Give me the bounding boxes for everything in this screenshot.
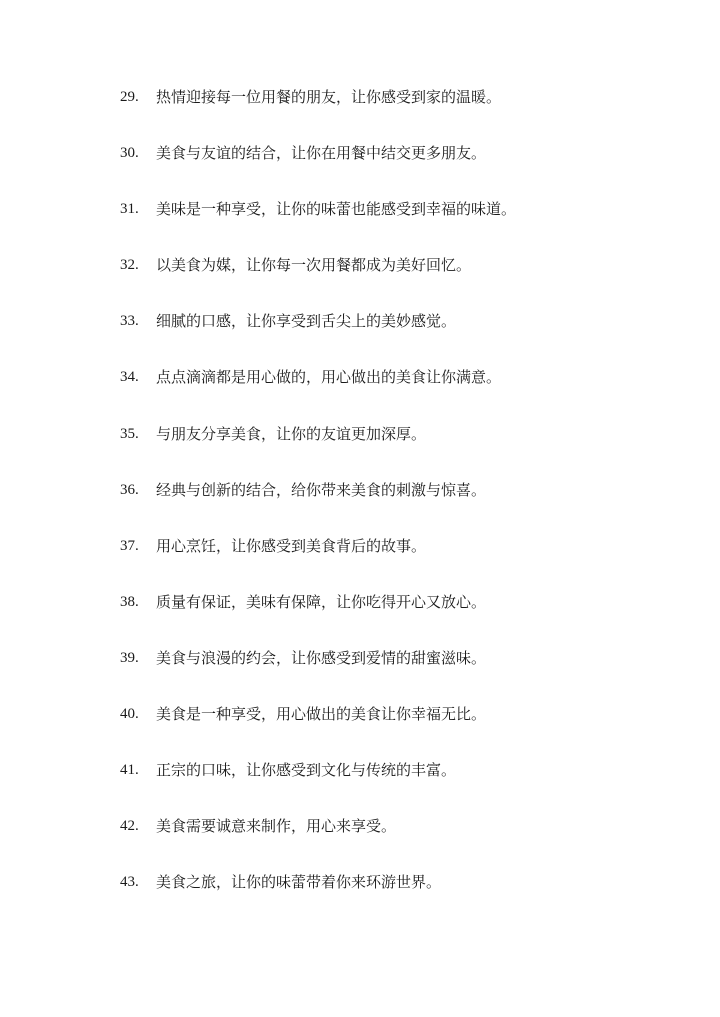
item-text: 美食与浪漫的约会，让你感受到爱情的甜蜜滋味。 bbox=[156, 648, 487, 667]
item-text: 美食之旅，让你的味蕾带着你来环游世界。 bbox=[156, 873, 442, 892]
item-text: 质量有保证，美味有保障，让你吃得开心又放心。 bbox=[156, 592, 487, 611]
list-item bbox=[120, 86, 680, 142]
list-item bbox=[120, 647, 680, 703]
list-item bbox=[120, 703, 680, 759]
item-number: 32. bbox=[120, 257, 139, 274]
item-text: 正宗的口味，让你感受到文化与传统的丰富。 bbox=[156, 761, 457, 780]
item-text: 美食与友谊的结合，让你在用餐中结交更多朋友。 bbox=[156, 144, 487, 163]
item-text: 与朋友分享美食，让你的友谊更加深厚。 bbox=[156, 424, 427, 443]
item-text: 经典与创新的结合，给你带来美食的刺激与惊喜。 bbox=[156, 480, 487, 499]
item-number: 30. bbox=[120, 145, 139, 162]
item-text: 美味是一种享受，让你的味蕾也能感受到幸福的味道。 bbox=[156, 200, 517, 219]
list-item bbox=[120, 479, 680, 535]
item-text: 细腻的口感，让你享受到舌尖上的美妙感觉。 bbox=[156, 312, 457, 331]
item-number: 36. bbox=[120, 481, 139, 498]
item-text: 点点滴滴都是用心做的，用心做出的美食让你满意。 bbox=[156, 368, 502, 387]
list-item bbox=[120, 815, 680, 871]
list-item bbox=[120, 591, 680, 647]
list-item bbox=[120, 535, 680, 591]
item-number: 39. bbox=[120, 649, 139, 666]
item-number: 35. bbox=[120, 425, 139, 442]
list-item bbox=[120, 142, 680, 198]
item-number: 29. bbox=[120, 89, 139, 105]
item-number: 33. bbox=[120, 313, 139, 330]
item-text: 用心烹饪，让你感受到美食背后的故事。 bbox=[156, 536, 427, 555]
item-number: 38. bbox=[120, 593, 139, 610]
item-text: 以美食为媒，让你每一次用餐都成为美好回忆。 bbox=[156, 256, 472, 275]
item-number: 43. bbox=[120, 874, 139, 891]
item-text: 美食是一种享受，用心做出的美食让你幸福无比。 bbox=[156, 705, 487, 724]
list-item bbox=[120, 423, 680, 479]
item-number: 42. bbox=[120, 818, 139, 835]
item-number: 37. bbox=[120, 537, 139, 554]
list-item bbox=[120, 871, 680, 927]
item-number: 40. bbox=[120, 706, 139, 723]
list-item bbox=[120, 198, 680, 254]
item-number: 31. bbox=[120, 201, 139, 218]
list-item bbox=[120, 366, 680, 422]
list-item bbox=[120, 310, 680, 366]
item-number: 41. bbox=[120, 762, 139, 779]
item-number: 34. bbox=[120, 369, 139, 386]
list-item bbox=[120, 254, 680, 310]
numbered-list bbox=[120, 86, 680, 927]
item-text: 美食需要诚意来制作，用心来享受。 bbox=[156, 817, 397, 836]
list-item bbox=[120, 759, 680, 815]
item-text: 热情迎接每一位用餐的朋友，让你感受到家的温暖。 bbox=[156, 88, 502, 106]
